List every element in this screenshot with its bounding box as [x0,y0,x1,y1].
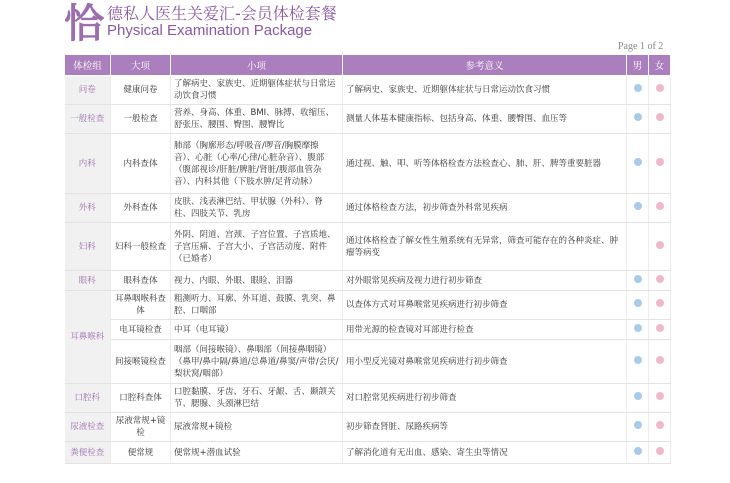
cell-male [627,384,649,413]
cell-male [627,134,649,194]
female-applicable-dot-icon [656,299,664,307]
column-header-male: 男 [627,55,649,76]
cell-female [649,194,671,223]
male-applicable-dot-icon [634,356,642,364]
cell-item: 妇科一般检查 [111,223,171,271]
cell-female [649,223,671,271]
cell-sub-item: 皮肤、浅表淋巴结、甲状腺（外科）、脊柱、四肢关节、乳房 [171,194,343,223]
cell-sub-item: 外阴、阴道、宫颈、子宫位置、子宫质地、子宫压痛、子宫大小、子宫活动度、附件（已婚者） [171,223,343,271]
cell-female [649,384,671,413]
cell-meaning: 初步筛查肾脏、尿路疾病等 [343,413,627,442]
cell-male [627,442,649,464]
cell-male [627,340,649,384]
cell-item: 耳鼻咽喉科查体 [111,291,171,320]
cell-meaning: 用带光源的检查镜对耳部进行检查 [343,320,627,340]
cell-male [627,76,649,105]
table-row [65,340,671,384]
cell-item: 健康问卷 [111,76,171,105]
table-body [65,76,671,464]
cell-meaning: 以查体方式对耳鼻喉常见疾病进行初步筛查 [343,291,627,320]
table-row [65,105,671,134]
cell-female [649,340,671,384]
table-row [65,442,671,464]
cell-male [627,105,649,134]
cell-female [649,76,671,105]
cell-group: 一般检查 [65,105,111,134]
male-applicable-dot-icon [634,113,642,121]
male-applicable-dot-icon [634,202,642,210]
cell-female [649,320,671,340]
cell-item: 眼科查体 [111,271,171,291]
cell-meaning: 了解消化道有无出血、感染、寄生虫等情况 [343,442,627,464]
female-applicable-dot-icon [656,421,664,429]
cell-sub-item: 了解病史、家族史、近期躯体症状与日常运动饮食习惯 [171,76,343,105]
table-header-row [65,55,671,76]
cell-meaning: 通过视、触、叩、听等体格检查方法检查心、肺、肝、脾等重要脏器 [343,134,627,194]
cell-item: 间接喉镜检查 [111,340,171,384]
cell-sub-item: 中耳（电耳镜） [171,320,343,340]
cell-female [649,105,671,134]
female-applicable-dot-icon [656,275,664,283]
table-row [65,134,671,194]
male-applicable-dot-icon [634,421,642,429]
cell-item: 口腔科查体 [111,384,171,413]
column-header-item: 大项 [111,55,171,76]
cell-group: 口腔科 [65,384,111,413]
table-row [65,76,671,105]
table-row [65,384,671,413]
cell-female [649,442,671,464]
cell-meaning: 对外眼常见疾病及视力进行初步筛查 [343,271,627,291]
cell-meaning: 通过体格检查了解女性生殖系统有无异常，筛查可能存在的各种炎症、肿瘤等病变 [343,223,627,271]
exam-package-table [64,54,671,464]
female-applicable-dot-icon [656,392,664,400]
cell-group: 外科 [65,194,111,223]
cell-group: 粪便检查 [65,442,111,464]
male-applicable-dot-icon [634,392,642,400]
page-title-en: Physical Examination Package [107,22,313,39]
cell-male [627,320,649,340]
cell-sub-item: 视力、内眼、外眼、眼睑、泪器 [171,271,343,291]
logo-mark: 恰 [64,1,104,47]
cell-sub-item: 尿液常规+镜检 [171,413,343,442]
female-applicable-dot-icon [656,241,664,249]
cell-meaning: 对口腔常见疾病进行初步筛查 [343,384,627,413]
cell-group: 尿液检查 [65,413,111,442]
column-header-female: 女 [649,55,671,76]
cell-male [627,223,649,271]
table-row [65,291,671,320]
cell-group: 耳鼻喉科 [65,291,111,384]
cell-male [627,194,649,223]
cell-group: 妇科 [65,223,111,271]
cell-meaning: 测量人体基本健康指标、包括身高、体重、腰臀围、血压等 [343,105,627,134]
male-applicable-dot-icon [634,324,642,332]
female-applicable-dot-icon [656,356,664,364]
cell-sub-item: 粗测听力、耳廓、外耳道、鼓膜、乳突、鼻腔、口咽部 [171,291,343,320]
page-title-cn: 德私人医生关爱汇-会员体检套餐 [107,4,337,23]
table-row [65,320,671,340]
cell-item: 内科查体 [111,134,171,194]
cell-male [627,271,649,291]
female-applicable-dot-icon [656,113,664,121]
cell-female [649,291,671,320]
male-applicable-dot-icon [634,275,642,283]
female-applicable-dot-icon [656,324,664,332]
cell-female [649,134,671,194]
female-applicable-dot-icon [656,84,664,92]
male-applicable-dot-icon [634,84,642,92]
table-row [65,223,671,271]
cell-sub-item: 营养、身高、体重、BMI、脉搏、收缩压、舒张压、腰围、臀围、腰臀比 [171,105,343,134]
cell-group: 眼科 [65,271,111,291]
cell-item: 一般检查 [111,105,171,134]
cell-item: 便常规 [111,442,171,464]
cell-item: 尿液常规+镜检 [111,413,171,442]
page-number: Page 1 of 2 [618,41,664,52]
female-applicable-dot-icon [656,447,664,455]
table-row [65,413,671,442]
cell-sub-item: 口腔黏膜、牙齿、牙石、牙龈、舌、颞颌关节、腮腺、头颈淋巴结 [171,384,343,413]
table-row [65,194,671,223]
cell-meaning: 用小型反光镜对鼻喉常见疾病进行初步筛查 [343,340,627,384]
male-applicable-dot-icon [634,158,642,166]
cell-sub-item: 便常规+潜血试验 [171,442,343,464]
male-applicable-dot-icon [634,447,642,455]
female-applicable-dot-icon [656,202,664,210]
cell-sub-item: 肺部（胸廓形态/呼吸音/啰音/胸膜摩擦音）、心脏（心率/心律/心脏杂音）、腹部（腹部视诊/肝脏/脾脏/肾脏/腹部血管杂音）、内科其他（下肢水肿/足背动脉） [171,134,343,194]
cell-sub-item: 咽部（间接喉镜）、鼻咽部（间接鼻咽镜）（鼻甲/鼻中隔/鼻道/总鼻道/鼻窦/声带/会厌/梨状窝/咽部） [171,340,343,384]
cell-group: 问卷 [65,76,111,105]
column-header-meaning: 参考意义 [343,55,627,76]
female-applicable-dot-icon [656,158,664,166]
cell-item: 外科查体 [111,194,171,223]
cell-item: 电耳镜检查 [111,320,171,340]
cell-male [627,291,649,320]
cell-meaning: 通过体格检查方法，初步筛查外科常见疾病 [343,194,627,223]
cell-female [649,413,671,442]
column-header-sub-item: 小项 [171,55,343,76]
cell-meaning: 了解病史、家族史、近期躯体症状与日常运动饮食习惯 [343,76,627,105]
cell-male [627,413,649,442]
cell-female [649,271,671,291]
cell-group: 内科 [65,134,111,194]
male-applicable-dot-icon [634,299,642,307]
column-header-group: 体检组 [65,55,111,76]
table-row [65,271,671,291]
